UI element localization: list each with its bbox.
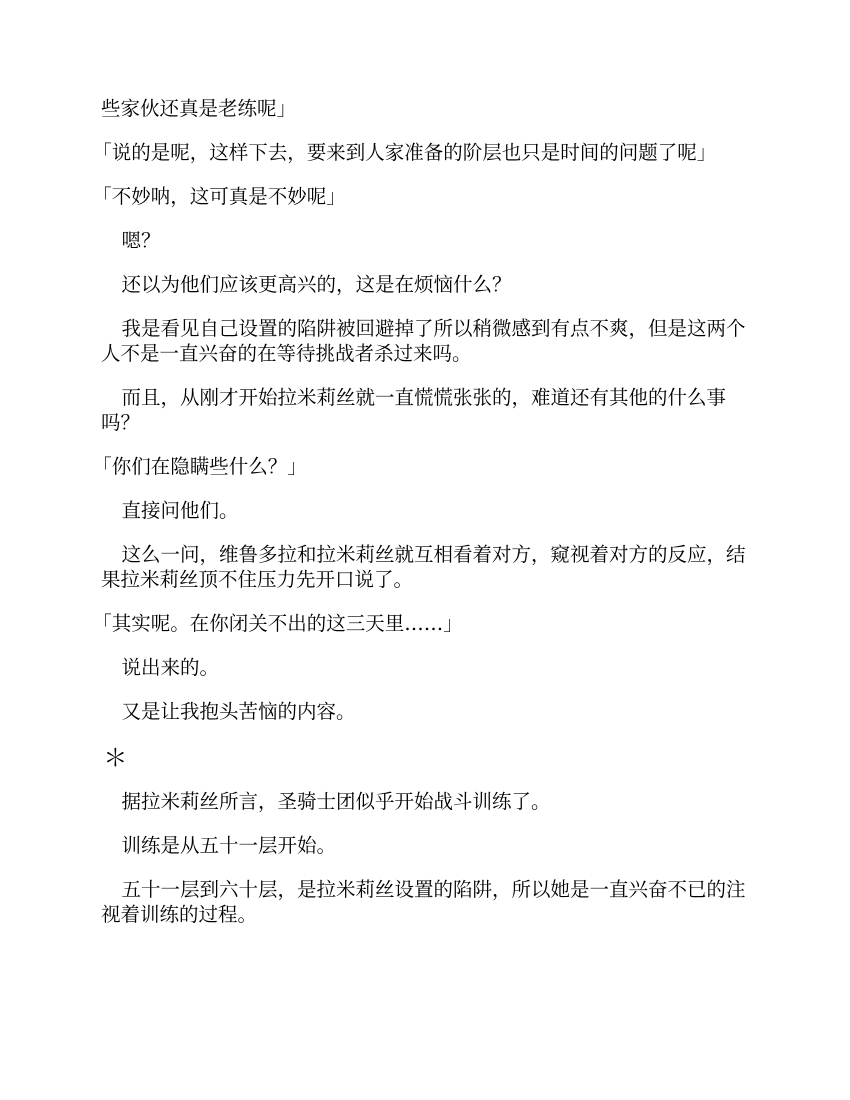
narration-paragraph: 而且，从刚才开始拉米莉丝就一直慌慌张张的，难道还有其他的什么事吗？ [101,386,726,434]
narration-paragraph: 我是看见自己设置的陷阱被回避掉了所以稍微感到有点不爽，但是这两个人不是一直兴奋的在等待挑战者杀过来吗。 [101,317,746,365]
narration-paragraph: 这么一问，维鲁多拉和拉米莉丝就互相看着对方，窥视着对方的反应，结果拉米莉丝顶不住压力先开口说了。 [101,543,746,591]
narration-paragraph: 直接问他们。 [121,499,239,522]
narration-paragraph: 训练是从五十一层开始。 [121,834,336,857]
dialogue-paragraph: 「不妙呐，这可真是不妙呢」 [92,185,346,208]
narration-paragraph: 据拉米莉丝所言，圣骑士团似乎开始战斗训练了。 [121,790,551,813]
dialogue-paragraph: 「其实呢。在你闭关不出的这三天里……」 [92,612,463,635]
narration-paragraph: 嗯？ [121,229,161,252]
scene-separator: ＊ [103,744,128,772]
narration-paragraph: 五十一层到六十层，是拉米莉丝设置的陷阱，所以她是一直兴奋不已的注视着训练的过程。 [101,878,746,926]
paragraph-continuation: 些家伙还真是老练呢」 [101,97,297,120]
dialogue-paragraph: 「说的是呢，这样下去，要来到人家准备的阶层也只是时间的问题了呢」 [92,141,717,164]
narration-paragraph: 说出来的。 [121,656,219,679]
dialogue-paragraph: 「你们在隐瞒些什么？」 [92,455,307,478]
narration-paragraph: 又是让我抱头苦恼的内容。 [121,700,356,723]
narration-paragraph: 还以为他们应该更高兴的，这是在烦恼什么？ [121,273,512,296]
document-page [92,96,751,946]
